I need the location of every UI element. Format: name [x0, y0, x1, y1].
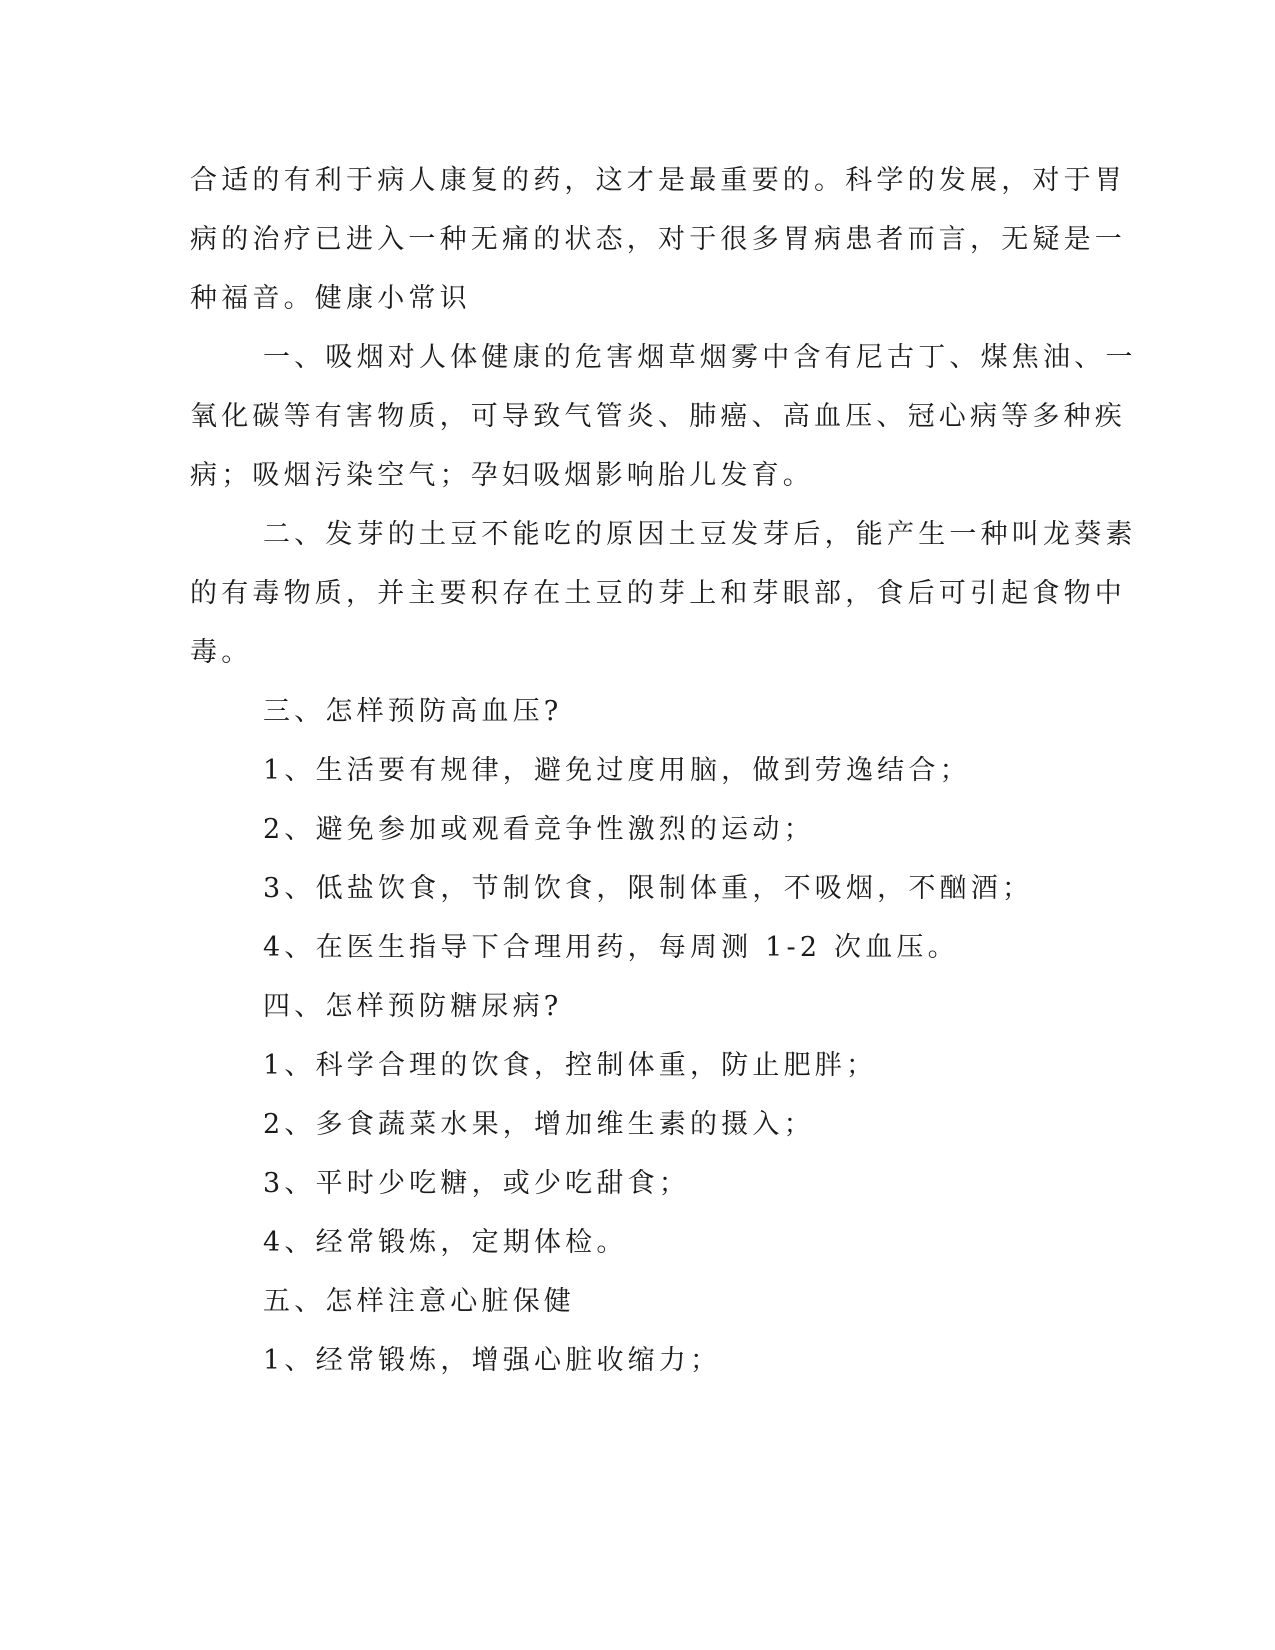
section-heading-potato: 二、发芽的土豆不能吃的原因土豆发芽后，能产生一种叫龙葵素 — [263, 519, 1137, 550]
list-item: 2、避免参加或观看竞争性激烈的运动； — [263, 814, 815, 845]
text-line: 的有毒物质，并主要积存在土豆的芽上和芽眼部，食后可引起食物中 — [190, 578, 1126, 609]
list-item: 3、低盐饮食，节制饮食，限制体重，不吸烟，不酗酒； — [263, 873, 1034, 904]
section-heading-diabetes: 四、怎样预防糖尿病? — [263, 991, 563, 1022]
list-item: 3、平时少吃糖，或少吃甜食； — [263, 1168, 690, 1199]
list-item: 1、科学合理的饮食，控制体重，防止肥胖； — [263, 1050, 878, 1081]
text-line: 病；吸烟污染空气；孕妇吸烟影响胎儿发育。 — [190, 460, 814, 491]
text-line: 合适的有利于病人康复的药，这才是最重要的。科学的发展，对于胃 — [190, 165, 1126, 196]
section-heading-hypertension: 三、怎样预防高血压? — [263, 696, 563, 727]
section-heading-smoking: 一、吸烟对人体健康的危害烟草烟雾中含有尼古丁、煤焦油、一 — [263, 342, 1137, 373]
text-line: 病的治疗已进入一种无痛的状态，对于很多胃病患者而言，无疑是一 — [190, 224, 1126, 255]
section-heading-heart: 五、怎样注意心脏保健 — [263, 1286, 575, 1317]
list-item: 1、经常锻炼，增强心脏收缩力； — [263, 1345, 722, 1376]
text-line: 毒。 — [190, 637, 253, 668]
list-item: 4、经常锻炼，定期体检。 — [263, 1227, 628, 1258]
text-line: 种福音。健康小常识 — [190, 283, 471, 314]
list-item: 2、多食蔬菜水果，增加维生素的摄入； — [263, 1109, 815, 1140]
list-item: 4、在医生指导下合理用药，每周测 1-2 次血压。 — [263, 932, 959, 963]
text-line: 氧化碳等有害物质，可导致气管炎、肺癌、高血压、冠心病等多种疾 — [190, 401, 1126, 432]
list-item: 1、生活要有规律，避免过度用脑，做到劳逸结合； — [263, 755, 971, 786]
